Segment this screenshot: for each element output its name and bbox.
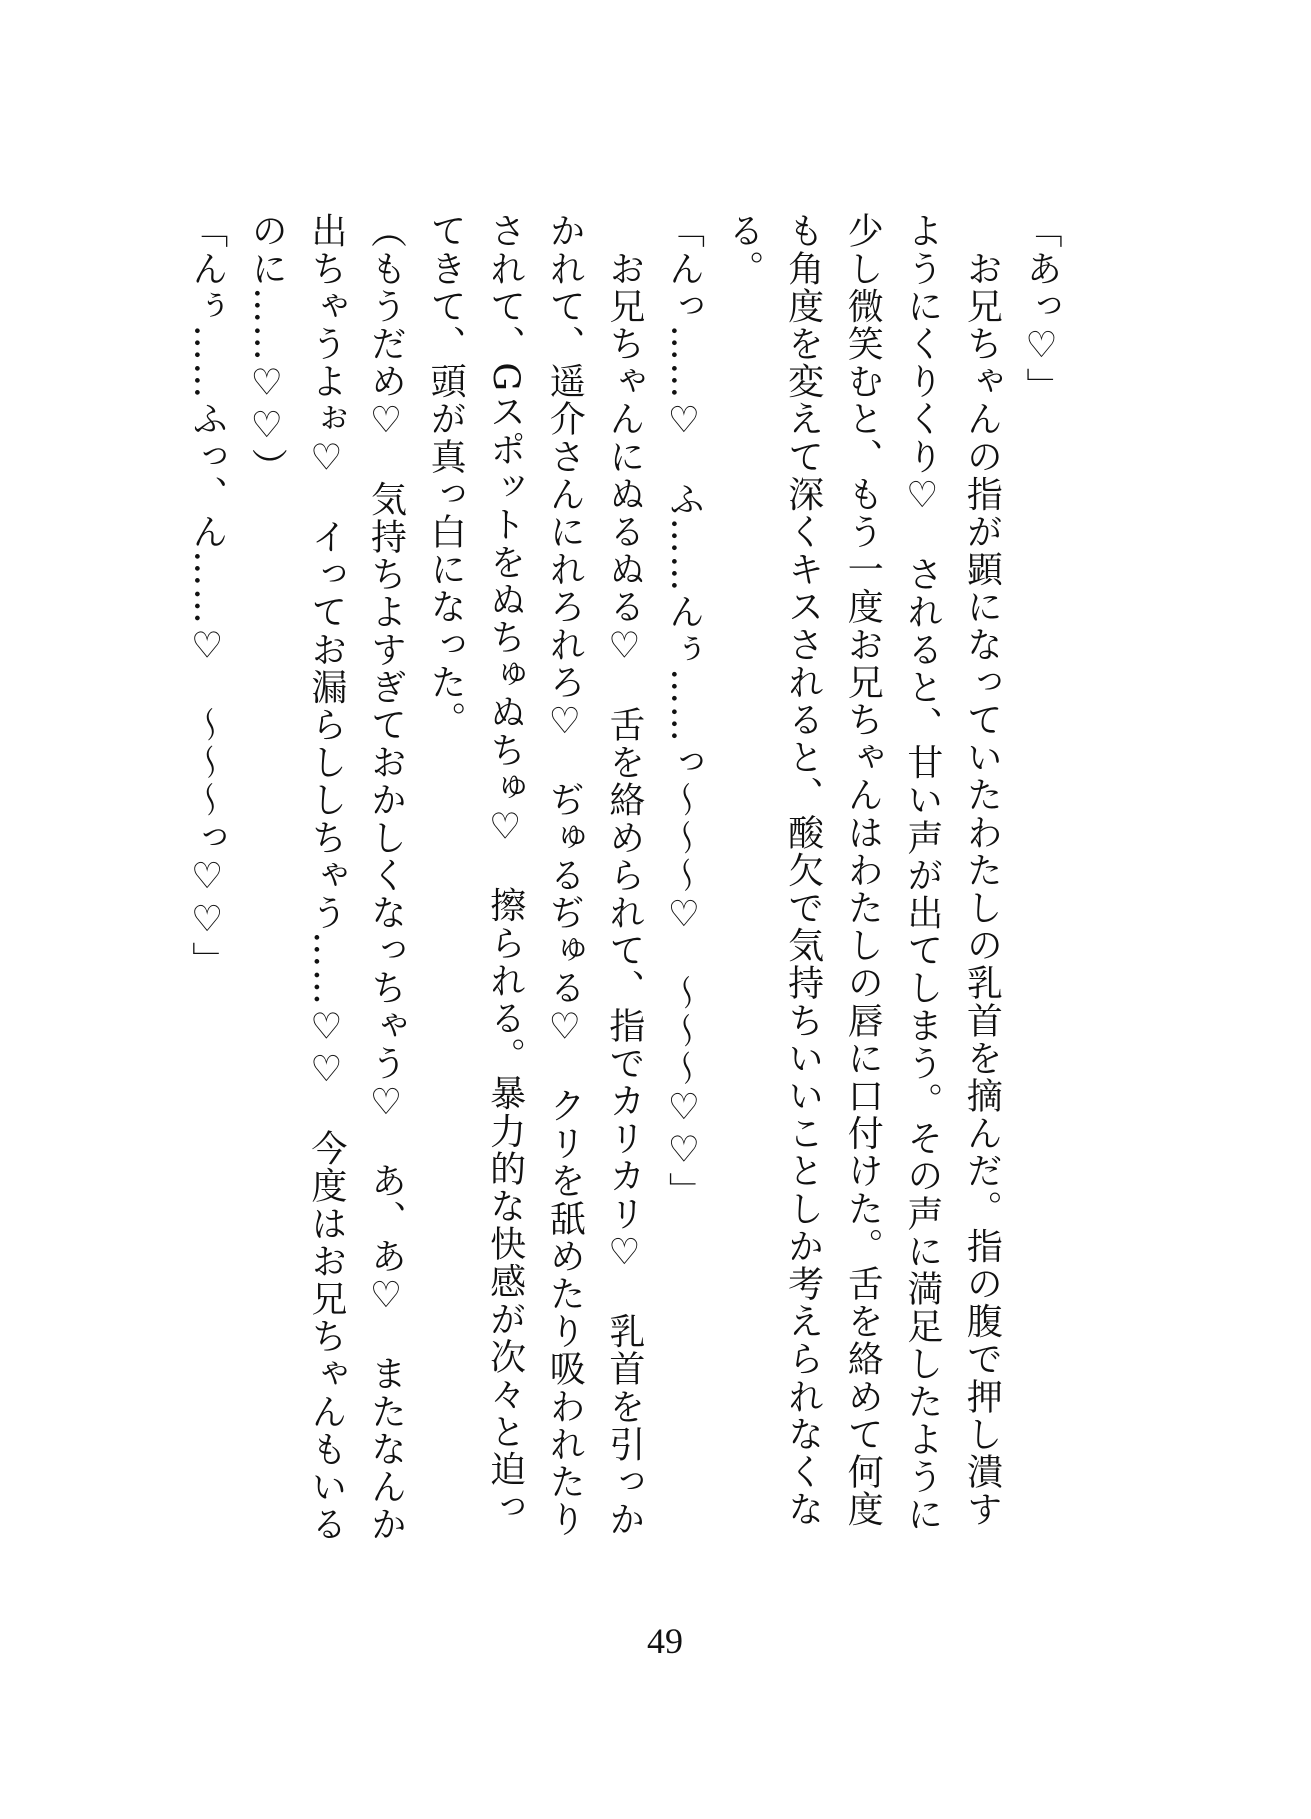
text-line: 「んっ……♡ ふ……んぅ……っ〜〜〜♡ 〜〜〜♡♡」 (663, 212, 705, 1210)
text-line: る。 (723, 212, 765, 288)
text-line: お兄ちゃんにぬるぬる♡ 舌を絡められて、指でカリカリ♡ 乳首を引っか (603, 212, 645, 1538)
text-line: お兄ちゃんの指が顕になっていたわたしの乳首を摘んだ。指の腹で押し潰す (961, 212, 1003, 1528)
text-line: 出ちゃうよぉ♡ イってお漏らししちゃう……♡♡ 今度はお兄ちゃんもいる (305, 212, 347, 1543)
text-line: てきて、頭が真っ白になった。 (425, 212, 467, 739)
text-line: 「あっ♡」 (1021, 212, 1062, 405)
text-line: のに……♡♡） (246, 212, 288, 486)
text-line: も角度を変えて深くキスされると、酸欠で気持ちいいことしか考えられなくな (782, 212, 824, 1528)
text-line: ようにくりくり♡ されると、甘い声が出てしまう。その声に満足したように (901, 212, 943, 1533)
text-line: （もうだめ♡ 気持ちよすぎておかしくなっちゃう♡ あ、あ♡ またなんか (365, 212, 407, 1543)
body-text (177, 212, 1071, 1592)
text-line: かれて、遥介さんにれろれろ♡ ぢゅるぢゅる♡ クリを舐めたり吸われたり (544, 212, 586, 1538)
text-line: されて、Gスポットをぬちゅぬちゅ♡ 擦られる。暴力的な快感が次々と迫っ (484, 212, 526, 1526)
page-number: 49 (647, 1621, 683, 1661)
text-line: 「んぅ……ふっ、ん……♡ 〜〜〜っ♡♡」 (186, 212, 228, 979)
text-line: 少し微笑むと、もう一度お兄ちゃんはわたしの唇に口付けた。舌を絡めて何度 (842, 212, 884, 1528)
